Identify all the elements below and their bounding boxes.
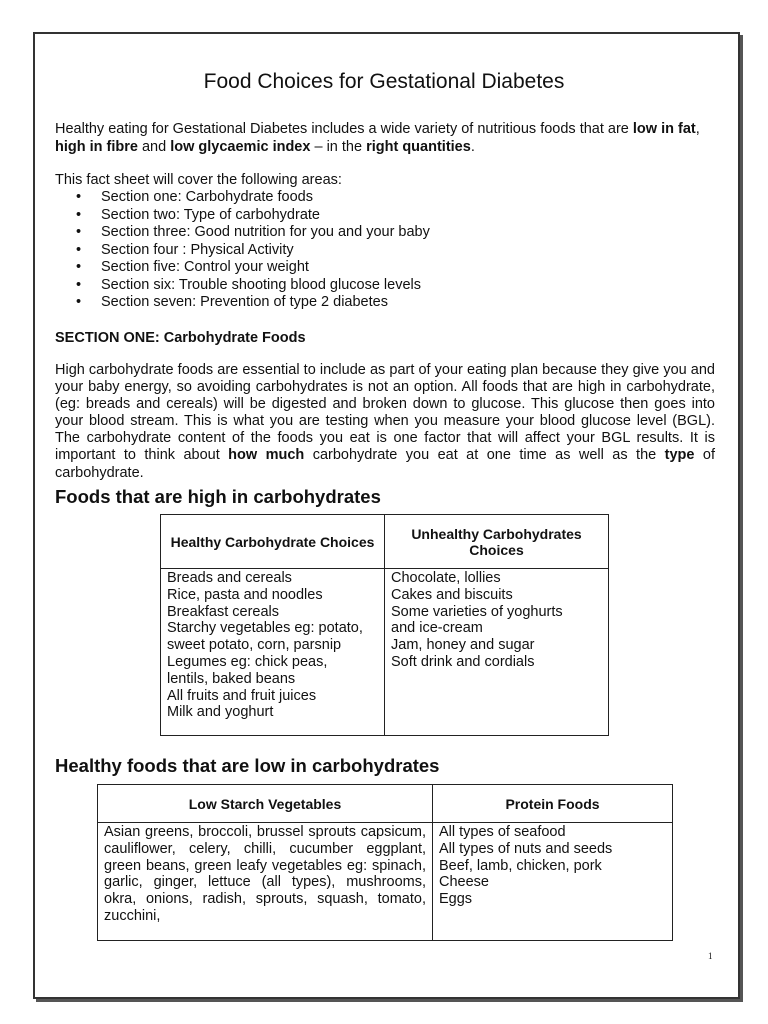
table-line: Cheese (439, 874, 489, 891)
table-line: All fruits and fruit juices (167, 687, 317, 704)
list-item: • Section four : Physical Activity (74, 242, 430, 260)
table-line: Starchy vegetables eg: potato, (167, 620, 363, 637)
table-line: lentils, baked beans (167, 670, 296, 687)
table-line: Breads and cereals (167, 570, 292, 586)
table-line: Soft drink and cordials (391, 653, 535, 670)
list-item: • Section three: Good nutrition for you and your baby (74, 224, 430, 242)
low-carb-table (97, 784, 673, 941)
table-cell: Asian greens, broccoli, brussel sprouts capsicum, cauliflower, celery, chilli, cucumber eggplant, green beans, green leafy vegetables eg: spinach, garlic, ginger, lettuce (all types), mushrooms, okra, onions, radish, sprouts, squash, tomato, zucchini, (98, 823, 433, 941)
table-line: Chocolate, lollies (391, 570, 501, 586)
page-title: Food Choices for Gestational Diabetes (203, 70, 565, 93)
table-line: Milk and yoghurt (167, 704, 274, 721)
table-cell (385, 569, 609, 736)
table-line: and ice-cream (391, 620, 483, 637)
table-line: Jam, honey and sugar (391, 637, 535, 654)
high-carb-table (160, 514, 609, 736)
table-line: Rice, pasta and noodles (167, 586, 323, 603)
table-cell (161, 569, 385, 736)
list-item: • Section five: Control your weight (74, 259, 430, 277)
table-line: Some varieties of yoghurts (391, 603, 563, 620)
table-header: Unhealthy Carbohydrates Choices (385, 515, 609, 569)
list-item: • Section two: Type of carbohydrate (74, 207, 430, 225)
table-line: Eggs (439, 891, 473, 908)
table-header: Low Starch Vegetables (98, 785, 433, 823)
table-header: Protein Foods (433, 785, 673, 823)
table-line: Breakfast cereals (167, 603, 280, 620)
list-item: • Section seven: Prevention of type 2 diabetes (74, 294, 430, 312)
intro-paragraph: Healthy eating for Gestational Diabetes includes a wide variety of nutritious foods that are low in fat, high in fibre and low glycaemic index – in the right quantities. (55, 121, 700, 155)
areas-intro: This fact sheet will cover the following areas: (55, 172, 342, 188)
low-carb-heading: Healthy foods that are low in carbohydrates (55, 755, 440, 776)
table-line: Cakes and biscuits (391, 586, 513, 603)
table-line: All types of seafood (439, 824, 566, 840)
table-header: Healthy Carbohydrate Choices (161, 515, 385, 569)
high-carb-heading: Foods that are high in carbohydrates (55, 486, 381, 507)
table-cell (433, 823, 673, 941)
page-number: 1 (708, 951, 713, 961)
sections-list (74, 189, 430, 312)
table-line: Legumes eg: chick peas, (167, 653, 328, 670)
table-line: sweet potato, corn, parsnip (167, 637, 342, 654)
carb-paragraph: High carbohydrate foods are essential to include as part of your eating plan because they give you and your baby energy, so avoiding carbohydrates is not an option. All foods that are high in carbohydrate, (eg: breads and cereals) will be digested and broken down to glucose. This glucose then goes into your blood stream. This is what you are testing when you measure your blood glucose level (BGL). The carbohydrate content of the foods you eat is one factor that will affect your BGL results. It is important to think about how much carbohydrate you eat at one time as well as the type of carbohydrate. (55, 362, 715, 481)
section-one-heading: SECTION ONE: Carbohydrate Foods (55, 330, 306, 346)
table-line: All types of nuts and seeds (439, 840, 613, 857)
list-item: • Section six: Trouble shooting blood glucose levels (74, 277, 430, 295)
table-line: Beef, lamb, chicken, pork (439, 857, 602, 874)
list-item: • Section one: Carbohydrate foods (74, 189, 430, 207)
